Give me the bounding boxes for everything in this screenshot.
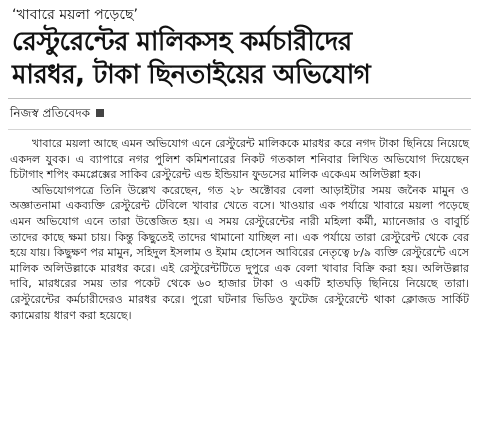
paragraph-2: অভিযোগপত্রে তিনি উল্লেখ করেছেন, গত ২৮ অক্টোবর বেলা আড়াইটার সময় জনৈক মামুন ও অজ্ঞাতনামা একব্যক্তি রেস্টুরেন্ট টেবিলে খাবার খেতে বসে। খাওয়ার এক পর্যায়ে খাবারে ময়লা পড়েছে এমন অভিযোগ এনে তারা উত্তেজিত হয়। এ সময় রেস্টুরেন্টের নারী মহিলা কর্মী, ম্যানেজার ও বাবুর্চি তাদের কাছে ক্ষমা চায়। কিন্তু কিছুতেই তাদের থামানো যাচ্ছিল না। এক পর্যায়ে তারা রেস্টুরেন্ট থেকে বের হয়ে যায়। কিছুক্ষণ পর মামুন, সহিদুল ইসলাম ও ইমাম হোসেন আবিরের নেতৃত্বে ৮/৯ ব্যক্তি রেস্টুরেন্টে এসে মালিক অলিউল্লাকে মারধর করে। এই রেস্টুরেন্টটিতে দুপুরে এক বেলা খাবার বিক্রি করা হয়। অলিউল্লার দাবি, মারধরের সময় তার পকেট থেকে ৬০ হাজার টাকা ও একটি হাতঘড়ি ছিনিয়ে নিয়েছে তারা। রেস্টুরেন্টের কর্মচারীদেরও মারধর করে। পুরো ঘটনার ভিডিও ফুটেজ রেস্টুরেন্টে থাকা ক্লোজড সার্কিট ক্যামেরায় ধারণ করা হয়েছে। — [10, 183, 469, 322]
headline-rule — [8, 98, 471, 99]
byline-divider — [8, 129, 471, 130]
kicker-quote: ‘খাবারে ময়লা পড়েছে’ — [12, 7, 138, 23]
headline-line-2: মারধর, টাকা ছিনতাইয়ের অভিযোগ — [12, 60, 371, 90]
byline-text: নিজস্ব প্রতিবেদক — [10, 106, 91, 120]
square-bullet-icon — [96, 109, 104, 117]
headline-line-1: রেস্টুরেন্টের মালিকসহ কর্মচারীদের — [12, 27, 352, 57]
article-body — [8, 136, 471, 323]
byline — [10, 105, 471, 121]
paragraph-1: খাবারে ময়লা আছে এমন অভিযোগ এনে রেস্টুরেন্ট মালিককে মারধর করে নগদ টাকা ছিনিয়ে নিয়েছে একদল যুবক। এ ব্যাপারে নগর পুলিশ কমিশনারের নিকট গতকাল শনিবার লিখিত অভিযোগ দিয়েছেন চিটাগাং শপিং কমপ্লেক্সের সাকিব রেস্টুরেন্ট এন্ড ইন্ডিয়ান ফুডসের মালিক একেএম অলিউল্লা হক। — [10, 137, 469, 182]
